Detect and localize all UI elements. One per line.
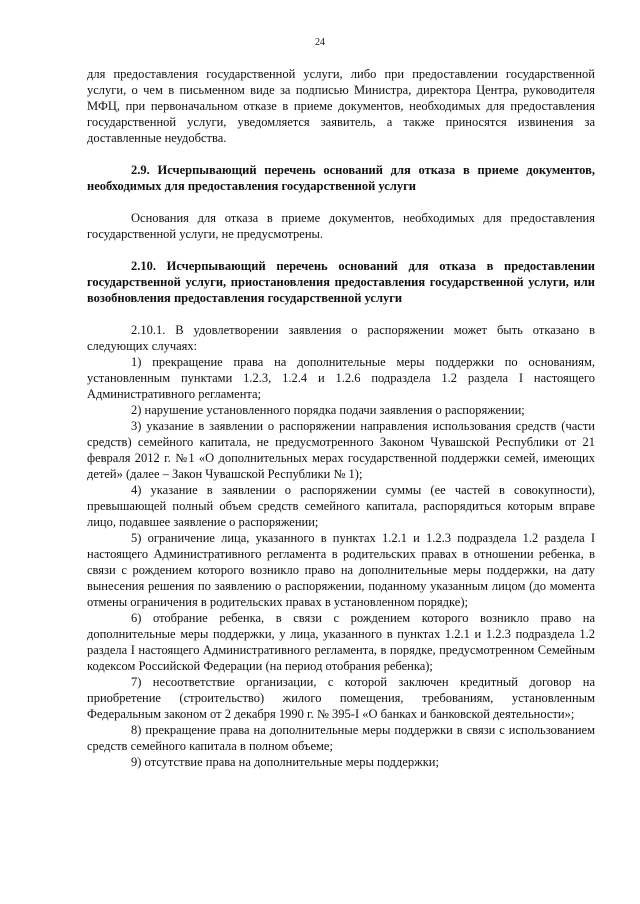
section-heading-2-10: 2.10. Исчерпывающий перечень оснований для отказа в предоставлении государственной услуги, приостановления предоставления государственной услуги, или возобновления предоставления государственной услуги: [87, 259, 595, 305]
list-item-1: 1) прекращение права на дополнительные меры поддержки по основаниям, установленным пунктами 1.2.3, 1.2.4 и 1.2.6 подраздела 1.2 раздела I настоящего Административного регламента;: [87, 355, 595, 401]
spacer: [87, 194, 595, 210]
spacer: [87, 146, 595, 162]
list-item-5: 5) ограничение лица, указанного в пунктах 1.2.1 и 1.2.3 подраздела 1.2 раздела I настоящего Административного регламента в родительских правах в отношении ребенка, в связи с рождением которого возникло право на дополнительные меры поддержки, на дату вынесения решения по заявлению о распоряжении, поданному указанным лицом (до момента отмены ограничения в родительских правах в установленном порядке);: [87, 531, 595, 609]
spacer: [87, 306, 595, 322]
spacer: [87, 242, 595, 258]
paragraph-refusal-notice: для предоставления государственной услуги, либо при предоставлении государственной услуги, о чем в письменном виде за подписью Министра, директора Центра, руководителя МФЦ, при первоначальном отказе в приеме документов, необходимых для предоставления государственной услуги, уведомляется заявитель, а также приносятся извинения за доставленные неудобства.: [87, 67, 595, 145]
page-content: [87, 66, 595, 770]
paragraph-2-10-1: 2.10.1. В удовлетворении заявления о распоряжении может быть отказано в следующих случаях:: [87, 323, 595, 353]
list-item-9: 9) отсутствие права на дополнительные меры поддержки;: [131, 755, 439, 769]
paragraph-no-grounds: Основания для отказа в приеме документов, необходимых для предоставления государственной услуги, не предусмотрены.: [87, 211, 595, 241]
list-item-2: 2) нарушение установленного порядка подачи заявления о распоряжении;: [131, 403, 525, 417]
list-item-8: 8) прекращение права на дополнительные меры поддержки в связи с использованием средств семейного капитала в полном объеме;: [87, 723, 595, 753]
list-item-4: 4) указание в заявлении о распоряжении суммы (ее частей в совокупности), превышающей полный объем средств семейного капитала, распорядиться которым вправе лицо, подавшее заявление о распоряжении;: [87, 483, 595, 529]
list-item-7: 7) несоответствие организации, с которой заключен кредитный договор на приобретение (строительство) жилого помещения, требованиям, установленным Федеральным законом от 2 декабря 1990 г. № 395-I «О банках и банковской деятельности»;: [87, 675, 595, 721]
list-item-6: 6) отобрание ребенка, в связи с рождением которого возникло право на дополнительные меры поддержки, у лица, указанного в пунктах 1.2.1 и 1.2.3 подраздела 1.2 раздела I настоящего Административного регламента, в порядке, предусмотренном Семейным кодексом Российской Федерации (на период отобрания ребенка);: [87, 611, 595, 673]
page-number: 24: [315, 37, 325, 48]
section-heading-2-9: 2.9. Исчерпывающий перечень оснований для отказа в приеме документов, необходимых для предоставления государственной услуги: [87, 163, 595, 193]
list-item-3: 3) указание в заявлении о распоряжении направления использования средств (части средств) семейного капитала, не предусмотренного Законом Чувашской Республики от 21 февраля 2012 г. №1 «О дополнительных мерах государственной поддержки семей, имеющих детей» (далее – Закон Чувашской Республики № 1);: [87, 419, 595, 481]
